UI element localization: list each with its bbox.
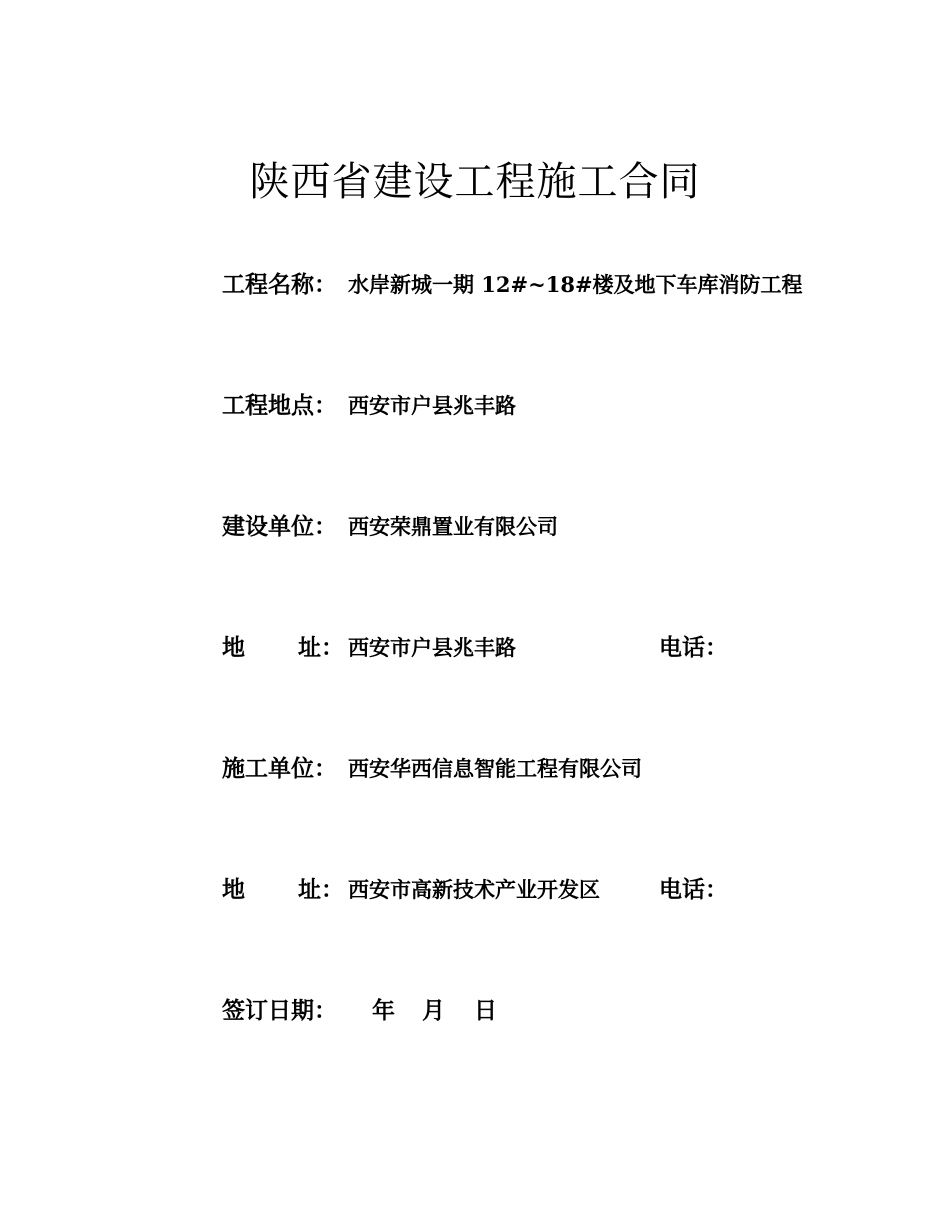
owner-phone-label: 电话：	[659, 634, 728, 661]
document-title: 陕西省建设工程施工合同	[249, 159, 701, 205]
contractor-value: 西安华西信息智能工程有限公司	[348, 756, 642, 781]
signing-date-label: 签订日期：	[222, 997, 337, 1024]
signing-date-day: 日	[474, 997, 497, 1024]
owner-label: 建设单位：	[222, 513, 337, 540]
project-name-label: 工程名称：	[222, 271, 337, 298]
owner-address-value: 西安市户县兆丰路	[348, 635, 516, 660]
project-name-value: 水岸新城一期 12#~18#楼及地下车库消防工程	[348, 272, 803, 297]
contractor-label: 施工单位：	[222, 755, 337, 782]
contractor-address-value: 西安市高新技术产业开发区	[348, 877, 600, 902]
project-location-label: 工程地点：	[222, 392, 337, 419]
owner-value: 西安荣鼎置业有限公司	[348, 514, 558, 539]
contractor-phone-label: 电话：	[659, 876, 728, 903]
signing-date-month: 月	[422, 997, 445, 1024]
contractor-address-label-part2: 址：	[298, 876, 344, 903]
signing-date-year: 年	[372, 997, 395, 1024]
owner-address-label-part2: 址：	[298, 634, 344, 661]
owner-address-label-part1: 地	[222, 634, 245, 661]
project-location-value: 西安市户县兆丰路	[348, 393, 516, 418]
contractor-address-label-part1: 地	[222, 876, 245, 903]
